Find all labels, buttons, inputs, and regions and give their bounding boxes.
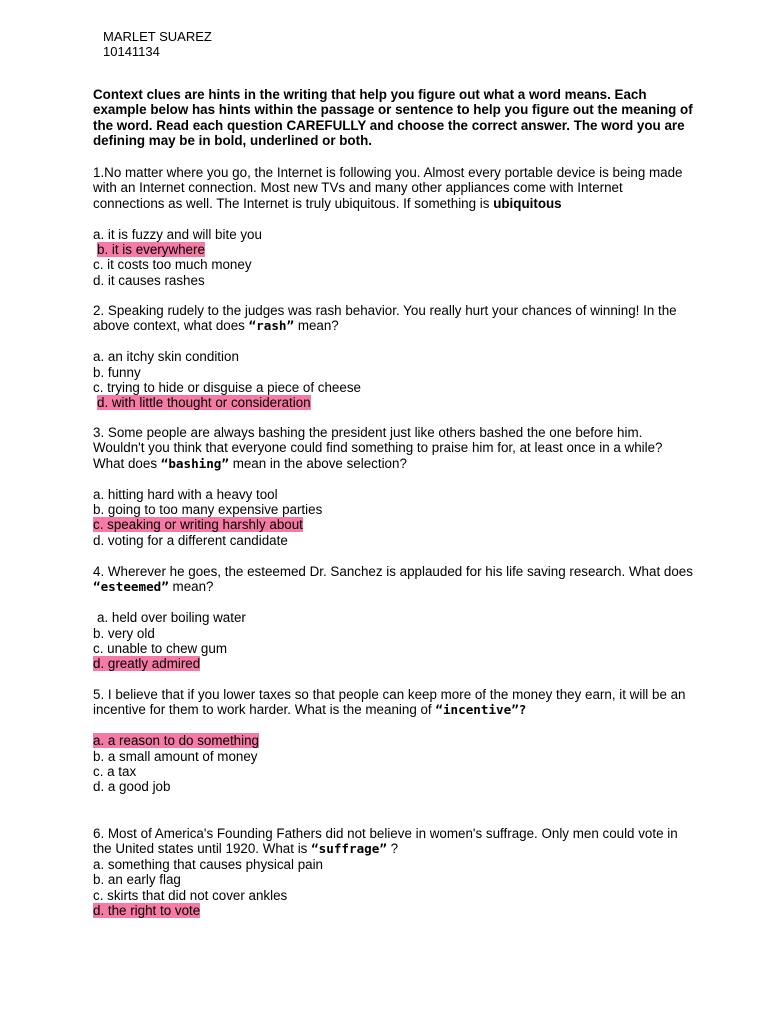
question-1-option-a: a. it is fuzzy and will bite you xyxy=(93,226,262,242)
question-1-option-c: c. it costs too much money xyxy=(93,257,252,273)
question-4-option-c: c. unable to chew gum xyxy=(93,641,227,657)
question-3 xyxy=(93,425,693,548)
question-1 xyxy=(93,165,693,288)
question-5-option-c: c. a tax xyxy=(93,764,137,780)
question-3-option-b: b. going to too many expensive parties xyxy=(93,502,323,518)
question-1-term: ubiquitous xyxy=(493,195,562,211)
question-5-option-a-highlighted: a. a reason to do something xyxy=(93,733,260,749)
question-2-option-c: c. trying to hide or disguise a piece of cheese xyxy=(93,380,361,396)
question-1-option-b-highlighted: b. it is everywhere xyxy=(97,242,205,258)
question-5-option-d: d. a good job xyxy=(93,779,171,795)
question-1-text xyxy=(93,165,693,211)
question-3-option-a: a. hitting hard with a heavy tool xyxy=(93,486,278,502)
question-3-term: “bashing” xyxy=(160,455,229,471)
question-2-term: “rash” xyxy=(248,318,295,334)
student-header xyxy=(103,29,212,59)
question-2-passage: 2. Speaking rudely to the judges was rash behavior. You really hurt your chances of winning! In the above context, what does xyxy=(93,303,677,334)
student-name: MARLET SUAREZ xyxy=(103,29,212,44)
question-3-option-d: d. voting for a different candidate xyxy=(93,532,288,548)
question-5-text xyxy=(93,687,693,718)
question-2-tail: mean? xyxy=(294,318,339,334)
question-4-option-a: a. held over boiling water xyxy=(97,610,246,626)
question-4-option-d-highlighted: d. greatly admired xyxy=(93,656,201,672)
question-4-tail: mean? xyxy=(168,579,214,595)
question-2-option-b: b. funny xyxy=(93,364,141,380)
question-2-option-d-highlighted: d. with little thought or consideration xyxy=(97,395,311,411)
question-4 xyxy=(93,564,693,672)
question-4-term: “esteemed” xyxy=(93,579,169,595)
question-1-option-d: d. it causes rashes xyxy=(93,272,205,288)
question-6-option-d-highlighted: d. the right to vote xyxy=(93,903,201,919)
question-6-tail: ? xyxy=(386,841,399,857)
question-6-text xyxy=(93,826,693,857)
question-6-term: “suffrage” xyxy=(311,841,387,857)
question-6-option-a: a. something that causes physical pain xyxy=(93,856,324,872)
question-6 xyxy=(93,826,693,918)
question-4-passage: 4. Wherever he goes, the esteemed Dr. Sanchez is applauded for his life saving research. What does xyxy=(93,564,693,579)
question-4-text xyxy=(93,564,693,595)
student-id: 10141134 xyxy=(103,44,160,59)
question-1-passage: 1.No matter where you go, the Internet is following you. Almost every portable device is being made with an Internet connection. Most new TVs and many other appliances come with Internet connections as well. The Internet is truly ubiquitous. If something is xyxy=(93,165,683,211)
question-5-term: “incentive”? xyxy=(435,702,527,718)
question-2-option-a: a. an itchy skin condition xyxy=(93,349,239,365)
question-5-passage: 5. I believe that if you lower taxes so that people can keep more of the money they earn, it will be an incentive for them to work harder. What is the meaning of xyxy=(93,687,686,718)
question-6-option-c: c. skirts that did not cover ankles xyxy=(93,887,288,903)
question-3-text xyxy=(93,425,693,471)
question-2-text xyxy=(93,303,693,334)
question-3-passage: 3. Some people are always bashing the president just like others bashed the one before him. Wouldn't you think that everyone could find something to praise him for, at least once in a while? What does xyxy=(93,425,663,471)
question-6-option-b: b. an early flag xyxy=(93,872,181,888)
question-2 xyxy=(93,303,693,411)
question-5-option-b: b. a small amount of money xyxy=(93,748,258,764)
question-6-passage: 6. Most of America's Founding Fathers did not believe in women's suffrage. Only men could vote in the United states until 1920. What is xyxy=(93,826,678,857)
question-5 xyxy=(93,687,693,795)
question-3-tail: mean in the above selection? xyxy=(228,455,407,471)
instructions: Context clues are hints in the writing that help you figure out what a word means. Each example below has hints within the passage or sentence to help you figure out the meaning of the word. Read each question CAREFULLY and choose the correct answer. The word you are defining may be in bold, underlined or both. xyxy=(93,87,693,149)
question-3-option-c-highlighted: c. speaking or writing harshly about xyxy=(93,517,303,533)
question-4-option-b: b. very old xyxy=(93,625,155,641)
